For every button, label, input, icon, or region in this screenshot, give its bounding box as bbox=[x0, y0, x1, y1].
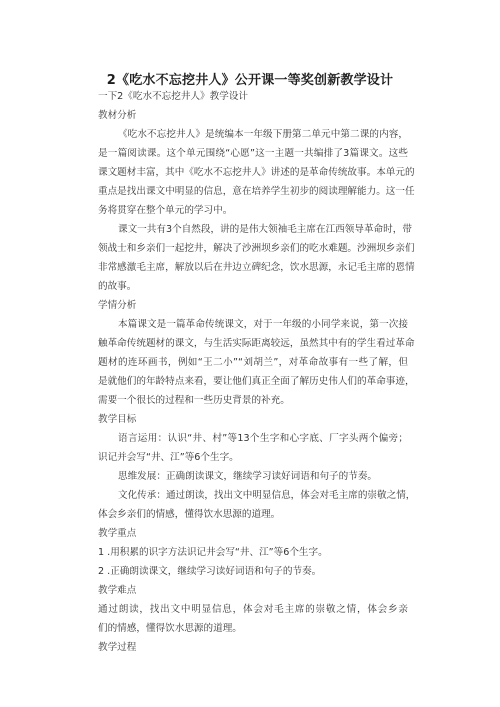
goal-line: 思维发展：正确朗读课文，继续学习读好词语和句子的节奏。 bbox=[118, 471, 378, 482]
section-heading-learner-analysis: 学情分析 bbox=[98, 300, 137, 311]
goal-line: 语言运用：认识“井、村”等13个生字和心字底、厂字头两个偏旁； bbox=[118, 433, 408, 444]
paragraph-line: 务将贯穿在整个单元的学习中。 bbox=[98, 205, 233, 216]
paragraph-line: 重点是找出课文中明显的信息，意在培养学生初步的阅读理解能力。这一任 bbox=[98, 186, 415, 197]
paragraph-line: 题材的连环画书，例如“王二小”“刘胡兰”，对革命故事有一些了解，但 bbox=[98, 357, 408, 368]
paragraph-line: 是就他们的年龄特点来看，要让他们真正全面了解历史伟人们的革命事迹， bbox=[98, 376, 415, 387]
paragraph-line: 课文题材丰富，其中《吃水不忘挖井人》讲述的是革命传统故事。本单元的 bbox=[98, 167, 415, 178]
paragraph-line: 通过朗读，找出文中明显信息，体会对毛主席的崇敬之情，体会乡亲 bbox=[98, 604, 408, 615]
section-heading-difficulties: 教学难点 bbox=[98, 585, 137, 596]
goal-line: 识记并会写“井、江”等6个生字。 bbox=[98, 452, 239, 463]
paragraph-line: 们的情感，懂得饮水思源的道理。 bbox=[98, 623, 242, 634]
paragraph-line: 需要一个很长的过程和一些历史背景的补充。 bbox=[98, 395, 290, 406]
goal-line: 体会乡亲们的情感，懂得饮水思源的道理。 bbox=[98, 509, 281, 520]
key-point-item: 1 .用积累的识字方法识记井会写“井、江”等6个生字。 bbox=[98, 547, 328, 558]
paragraph-line: 触革命传统题材的课文，与生活实际距离较远，虽然其中有的学生看过革命 bbox=[98, 338, 415, 349]
section-heading-key-points: 教学重点 bbox=[98, 528, 137, 539]
paragraph-line: 《吃水不忘挖井人》是统编本一年级下册第二单元中第二课的内容， bbox=[118, 129, 408, 140]
paragraph-line: 领战士和乡亲们一起挖井，解决了沙洲坝乡亲们的吃水难题。沙洲坝乡亲们 bbox=[98, 243, 415, 254]
document-subtitle: 一下2《吃水不忘挖井人》教学设计 bbox=[98, 91, 249, 102]
paragraph-line: 课文一共有3个自然段，讲的是伟大领袖毛主席在江西领导革命时，带 bbox=[118, 224, 412, 235]
section-heading-teaching-goals: 教学目标 bbox=[98, 414, 137, 425]
section-heading-teaching-process: 教学过程 bbox=[98, 642, 137, 653]
document-title: 2《吃水不忘挖井人》公开课一等奖创新教学设计 bbox=[106, 73, 394, 88]
goal-line: 文化传承：通过朗读，找出文中明显信息，体会对毛主席的崇敬之情， bbox=[118, 490, 416, 501]
key-point-item: 2 .正确朗读课文，继续学习读好词语和句子的节奏。 bbox=[98, 566, 322, 577]
paragraph-line: 非常感激毛主席，解放以后在井边立碑纪念，饮水思源，永记毛主席的恩情 bbox=[98, 262, 415, 273]
paragraph-line: 本篇课文是一篇革命传统课文，对于一年级的小同学来说，第一次接 bbox=[118, 319, 408, 330]
paragraph-line: 是一篇阅读课。这个单元围绕“心愿”这一主题一共编排了3篇课文。这些 bbox=[98, 148, 408, 159]
section-heading-textbook-analysis: 教材分析 bbox=[98, 110, 137, 121]
paragraph-line: 的故事。 bbox=[98, 281, 137, 292]
